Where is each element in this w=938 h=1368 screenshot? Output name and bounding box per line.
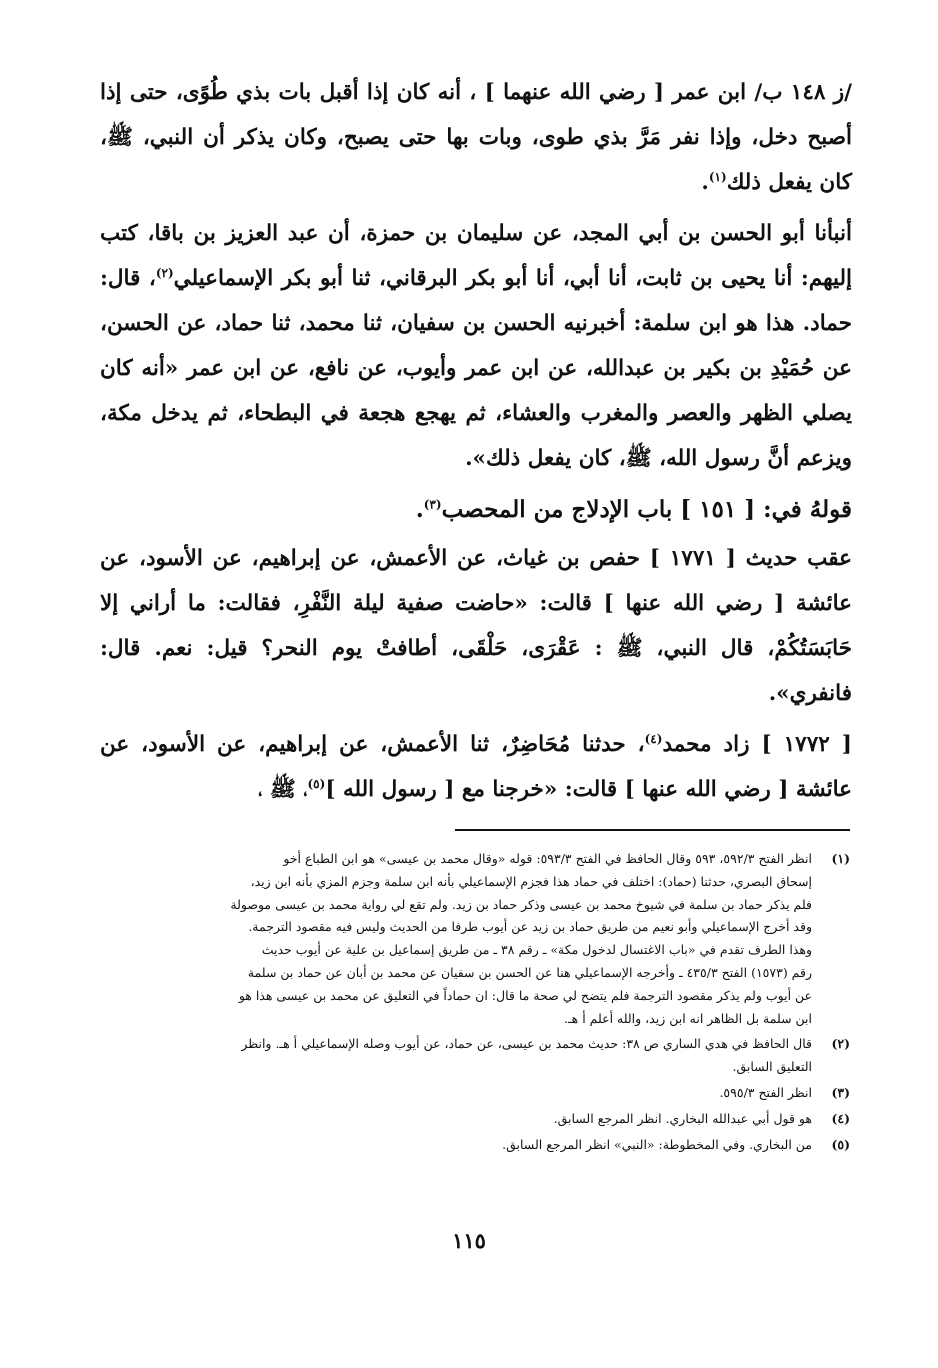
footnote-number: (٣) <box>831 1084 850 1100</box>
footnote-ref-2: (٢) <box>155 265 174 280</box>
footnote-ref-1: (١) <box>708 169 727 184</box>
footnote-text <box>108 1033 812 1079</box>
footnote-line: من البخاري. وفي المخطوطة: «النبي» انظر المرجع السابق. <box>502 1136 812 1152</box>
footnote-line: وقد أخرج الإسماعيلي وأبو نعيم من طريق حماد بن زيد عن أيوب طرفا من الحديث وليس فيه مقصود الترجمة. <box>248 919 812 935</box>
footnote-number: (٤) <box>831 1110 850 1126</box>
footnote-line: انظر الفتح ٥٩٢/٣، ٥٩٣ وقال الحافظ في الفتح ٥٩٣/٣: قوله «وقال محمد بن عيسى» هو ابن الطباع أخو <box>283 851 812 866</box>
paragraph-4-middle: ، حدثنا مُحَاضِرٌ، ثنا الأعمش، عن إبراهيم، عن الأسود، عن عائشة [ رضي الله عنها ] قالت: «خرجنا مع [ رسول الله ] <box>100 732 852 802</box>
footnote-text <box>108 1108 812 1131</box>
footnote-line: عن أيوب ولم يذكر مقصود الترجمة فلم يتضح لي صحة ما قال: ان حماداً في التعليق عن محمد بن عيسى هذا هو <box>238 987 812 1003</box>
footnote-line: رقم (١٥٧٣) الفتح ٤٣٥/٣ ـ وأخرجه الإسماعيلي هنا عن الحسن بن سفيان عن محمد بن أبان عن حماد بن سلمة <box>247 964 812 980</box>
footnote-text <box>108 848 812 1030</box>
paragraph-2-rest: ، قال: حماد. هذا هو ابن سلمة: أخبرنيه الحسن بن سفيان، ثنا محمد، ثنا حماد، عن الحسن، عن حُمَيْدِ بن بكير بن عبدالله، عن ابن عمر وأيوب، عن نافع، عن ابن عمر «أنه كان يصلي الظهر والعصر والمغرب والعشاء، ثم يهجع هجعة في البطحاء، ثم يدخل مكة، ويزعم أنَّ رسول الله، ﷺ، كان يفعل ذلك». <box>100 266 852 471</box>
paragraph-3 <box>100 536 852 716</box>
section-heading-text: قولهُ في: [ ١٥١ ] باب الإدلاج من المحصب <box>441 496 852 523</box>
footnote-1 <box>108 848 850 1030</box>
footnote-2 <box>108 1033 850 1079</box>
footnote-ref-4: (٤) <box>644 731 663 746</box>
section-heading-end: . <box>415 496 424 523</box>
footnote-text <box>108 1134 812 1157</box>
paragraph-4-end: ، ﷺ ، <box>258 777 308 802</box>
footnote-line: التعليق السابق. <box>732 1059 812 1075</box>
main-text <box>100 70 852 818</box>
footnote-separator <box>455 829 850 831</box>
paragraph-4 <box>100 722 852 812</box>
footnote-line: هو قول أبي عبدالله البخاري. انظر المرجع السابق. <box>553 1110 812 1126</box>
footnote-line: ابن سلمة بل الظاهر انه ابن زيد، والله أعلم أ هـ. <box>564 1010 812 1026</box>
footnote-text <box>108 1082 812 1105</box>
footnote-5 <box>108 1134 850 1157</box>
footnote-ref-5: (٥) <box>307 776 326 791</box>
footnotes <box>108 848 850 1159</box>
footnote-line: إسحاق البصري، حدثنا (حماد): اختلف في حماد هذا فجزم الإسماعيلي بأنه ابن سلمة وجزم المزي بأنه ابن زيد، <box>250 873 812 889</box>
footnote-line: قال الحافظ في هدي الساري ص ٣٨: حديث محمد بن عيسى، عن حماد، عن أيوب وصله الإسماعيلي أ هـ. وانظر <box>241 1036 812 1052</box>
paragraph-3-text: عقب حديث [ ١٧٧١ ] حفص بن غياث، عن الأعمش، عن إبراهيم، عن الأسود، عن عائشة [ رضي الله عنها ] قالت: «حاضت صفية ليلة النَّفْرِ، فقالت: ما أراني إلا حَابَسَتُكُمْ، قال النبي، ﷺ : عَقْرَى، حَلْقَى، أطافتْ يوم النحر؟ قيل: نعم. قال: فانفري». <box>100 546 852 706</box>
section-heading <box>100 487 852 532</box>
paragraph-2-text: أنبأنا أبو الحسن بن أبي المجد، عن سليمان بن حمزة، أن عبد العزيز بن باقا، كتب إليهم: أنا يحيى بن ثابت، أنا أبي، أنا أبو بكر البرقاني، ثنا أبو بكر الإسماعيلي <box>100 221 852 291</box>
paragraph-2 <box>100 211 852 481</box>
footnote-line: انظر الفتح ٥٩٥/٣. <box>719 1084 812 1100</box>
footnote-line: فلم يذكر حماد بن سلمة في شيوخ محمد بن عيسى وذكر حماد بن زيد. ولم تقع لي رواية محمد بن عيسى موصولة <box>230 896 812 912</box>
footnote-number: (٢) <box>831 1036 850 1052</box>
paragraph-4-start: [ ١٧٧٢ ] زاد محمد <box>662 732 852 757</box>
footnote-4 <box>108 1108 850 1131</box>
footnote-ref-3: (٣) <box>423 497 442 512</box>
paragraph-1-end: . <box>701 170 709 195</box>
footnote-number: (١) <box>831 851 850 866</box>
footnote-3 <box>108 1082 850 1105</box>
paragraph-1-text: /ز ١٤٨ ب/ ابن عمر [ رضي الله عنهما ] ، أنه كان إذا أقبل بات بذي طُوًى، حتى إذا أصبح دخل، وإذا نفر مَرَّ بذي طوى، وبات بها حتى يصبح، وكان يذكر أن النبي، ﷺ، كان يفعل ذلك <box>100 80 852 195</box>
paragraph-1 <box>100 70 852 205</box>
page-number: ١١٥ <box>452 1228 486 1253</box>
footnote-line: وهذا الطرف تقدم في «باب الاغتسال لدخول مكة» ـ رقم ٣٨ ـ من طريق إسماعيل بن علية عن أيوب حديث <box>261 942 812 958</box>
footnote-number: (٥) <box>831 1136 850 1152</box>
